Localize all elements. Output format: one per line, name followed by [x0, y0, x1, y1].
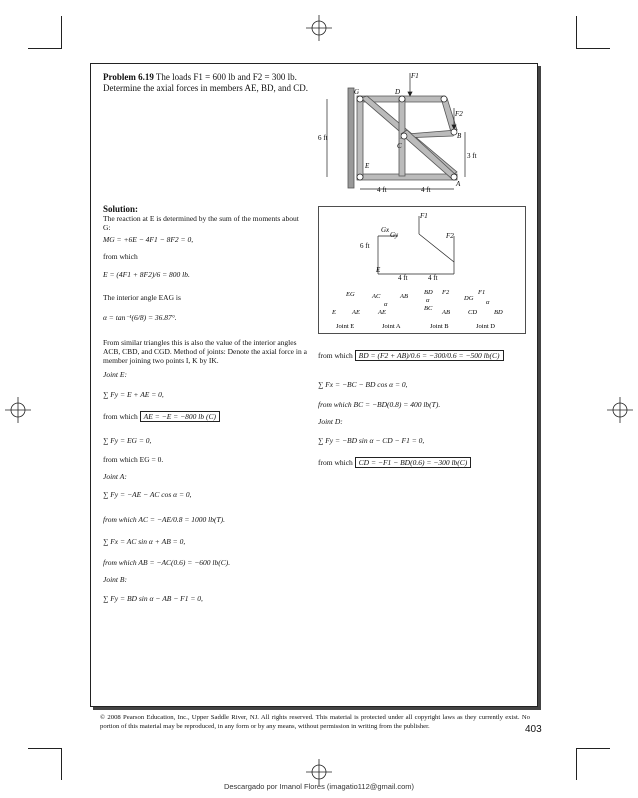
joint-E-label: Joint E	[336, 323, 355, 330]
svg-text:α: α	[384, 301, 388, 308]
fbd-6ft: 6 ft	[360, 242, 370, 250]
problem-statement	[103, 72, 308, 94]
eq-E3: ∑ Fy = EG = 0,	[103, 436, 152, 445]
eq-B2: from which BD = (F2 + AB)/0.6 = −300/0.6 = −500 lb(C)	[318, 351, 504, 360]
label-6ft: 6 ft	[318, 134, 328, 142]
answer-AE: AE = −E = −800 lb (C)	[140, 411, 220, 422]
joint-D-label: Joint D	[476, 323, 495, 330]
label-4ft-a: 4 ft	[377, 186, 387, 194]
svg-text:α: α	[426, 297, 430, 304]
label-D: D	[395, 88, 401, 96]
label-F2: F2	[455, 110, 463, 118]
fbd-Gx: Gx	[381, 226, 390, 234]
eq-E1: ∑ Fy = E + AE = 0,	[103, 390, 164, 399]
svg-text:E: E	[332, 309, 336, 316]
problem-label: Problem 6.19	[103, 72, 154, 82]
label-A: A	[456, 180, 461, 188]
svg-text:AB: AB	[442, 309, 450, 316]
eq-D2: from which CD = −F1 − BD(0.6) = −300 lb(C)	[318, 458, 471, 467]
eq-A4: from which AB = −AC(0.6) = −600 lb(C).	[103, 558, 231, 567]
eq-moment: MG = +6E − 4F1 − 8F2 = 0,	[103, 235, 194, 244]
svg-text:CD: CD	[468, 309, 478, 316]
eq-A3: ∑ Fx = AC sin α + AB = 0,	[103, 537, 186, 546]
eq-D1: ∑ Fy = −BD sin α − CD − F1 = 0,	[318, 436, 425, 445]
label-3ft: 3 ft	[467, 152, 477, 160]
joint-E-heading: Joint E:	[103, 370, 127, 379]
label-F1: F1	[411, 72, 419, 80]
label-G: G	[354, 88, 360, 96]
joint-B-heading: Joint B:	[103, 575, 127, 584]
eq-A1: ∑ Fy = −AE − AC cos α = 0,	[103, 490, 192, 499]
solution-label: Solution:	[103, 204, 139, 214]
svg-text:AC: AC	[372, 293, 381, 300]
fbd-F2: F2	[446, 232, 454, 240]
problem-text: The loads F1 = 600 lb and F2 = 300 lb. Determine the axial forces in members AE, BD, and CD.	[103, 72, 308, 93]
svg-text:F1: F1	[478, 289, 486, 296]
svg-text:AE: AE	[378, 309, 386, 316]
answer-BD: BD = (F2 + AB)/0.6 = −300/0.6 = −500 lb(C)	[355, 350, 504, 361]
eq-E: E = (4F1 + 8F2)/6 = 800 lb.	[103, 270, 190, 279]
joint-A-label: Joint A	[382, 323, 401, 330]
eq-A2: from which AC = −AE/0.8 = 1000 lb(T).	[103, 515, 226, 524]
svg-text:DG: DG	[464, 295, 474, 302]
eq-alpha: α = tan⁻¹(6/8) = 36.87°.	[103, 313, 177, 322]
fbd-4ft-b: 4 ft	[428, 274, 438, 282]
eq-E4: from which EG = 0.	[103, 455, 164, 464]
svg-text:AE: AE	[352, 309, 360, 316]
eq-E2: from which AE = −E = −800 lb (C)	[103, 412, 220, 421]
svg-text:α: α	[486, 299, 490, 306]
similar-triangles-text: From similar triangles this is also the value of the interior angles ACB, CBD, and CGD. Method of joints: Denote the axial force in a member joining two points I, K by IK.	[103, 338, 307, 365]
copyright-footer: © 2008 Pearson Education, Inc., Upper Saddle River, NJ. All rights reserved. This material is protected under all copyright laws as they currently exist. No portion of this material may be reproduced, in any form or by any means, without permission in writing from the publisher.	[100, 714, 530, 730]
joint-D-heading: Joint D:	[318, 417, 343, 426]
svg-text:BC: BC	[424, 305, 433, 312]
angle-text: The interior angle EAG is	[103, 293, 181, 302]
svg-text:BD: BD	[424, 289, 433, 296]
fbd-4ft-a: 4 ft	[398, 274, 408, 282]
svg-text:AB: AB	[400, 293, 408, 300]
fbd-Gy: Gy	[390, 231, 399, 239]
joint-B-label: Joint B	[430, 323, 449, 330]
label-E: E	[365, 162, 370, 170]
page-number: 403	[525, 724, 542, 735]
fbd-figure	[318, 206, 526, 334]
solution-intro: The reaction at E is determined by the sum of the moments about G:	[103, 214, 299, 232]
from-which-1: from which	[103, 252, 138, 261]
svg-text:BD: BD	[494, 309, 503, 316]
label-B: B	[457, 132, 462, 140]
label-4ft-b: 4 ft	[421, 186, 431, 194]
label-C: C	[397, 142, 402, 150]
download-note: Descargado por Imanol Flores (imagatio112@gmail.com)	[223, 782, 415, 791]
svg-text:F2: F2	[442, 289, 450, 296]
svg-text:EG: EG	[346, 291, 355, 298]
eq-B1: ∑ Fy = BD sin α − AB − F1 = 0,	[103, 594, 203, 603]
answer-CD: CD = −F1 − BD(0.6) = −300 lb(C)	[355, 457, 472, 468]
fbd-F1: F1	[420, 212, 428, 220]
eq-B3: ∑ Fx = −BC − BD cos α = 0,	[318, 380, 408, 389]
joint-A-heading: Joint A:	[103, 472, 127, 481]
truss-figure	[315, 68, 475, 198]
fbd-E: E	[376, 266, 381, 274]
eq-B4: from which BC = −BD(0.8) = 400 lb(T).	[318, 400, 441, 409]
